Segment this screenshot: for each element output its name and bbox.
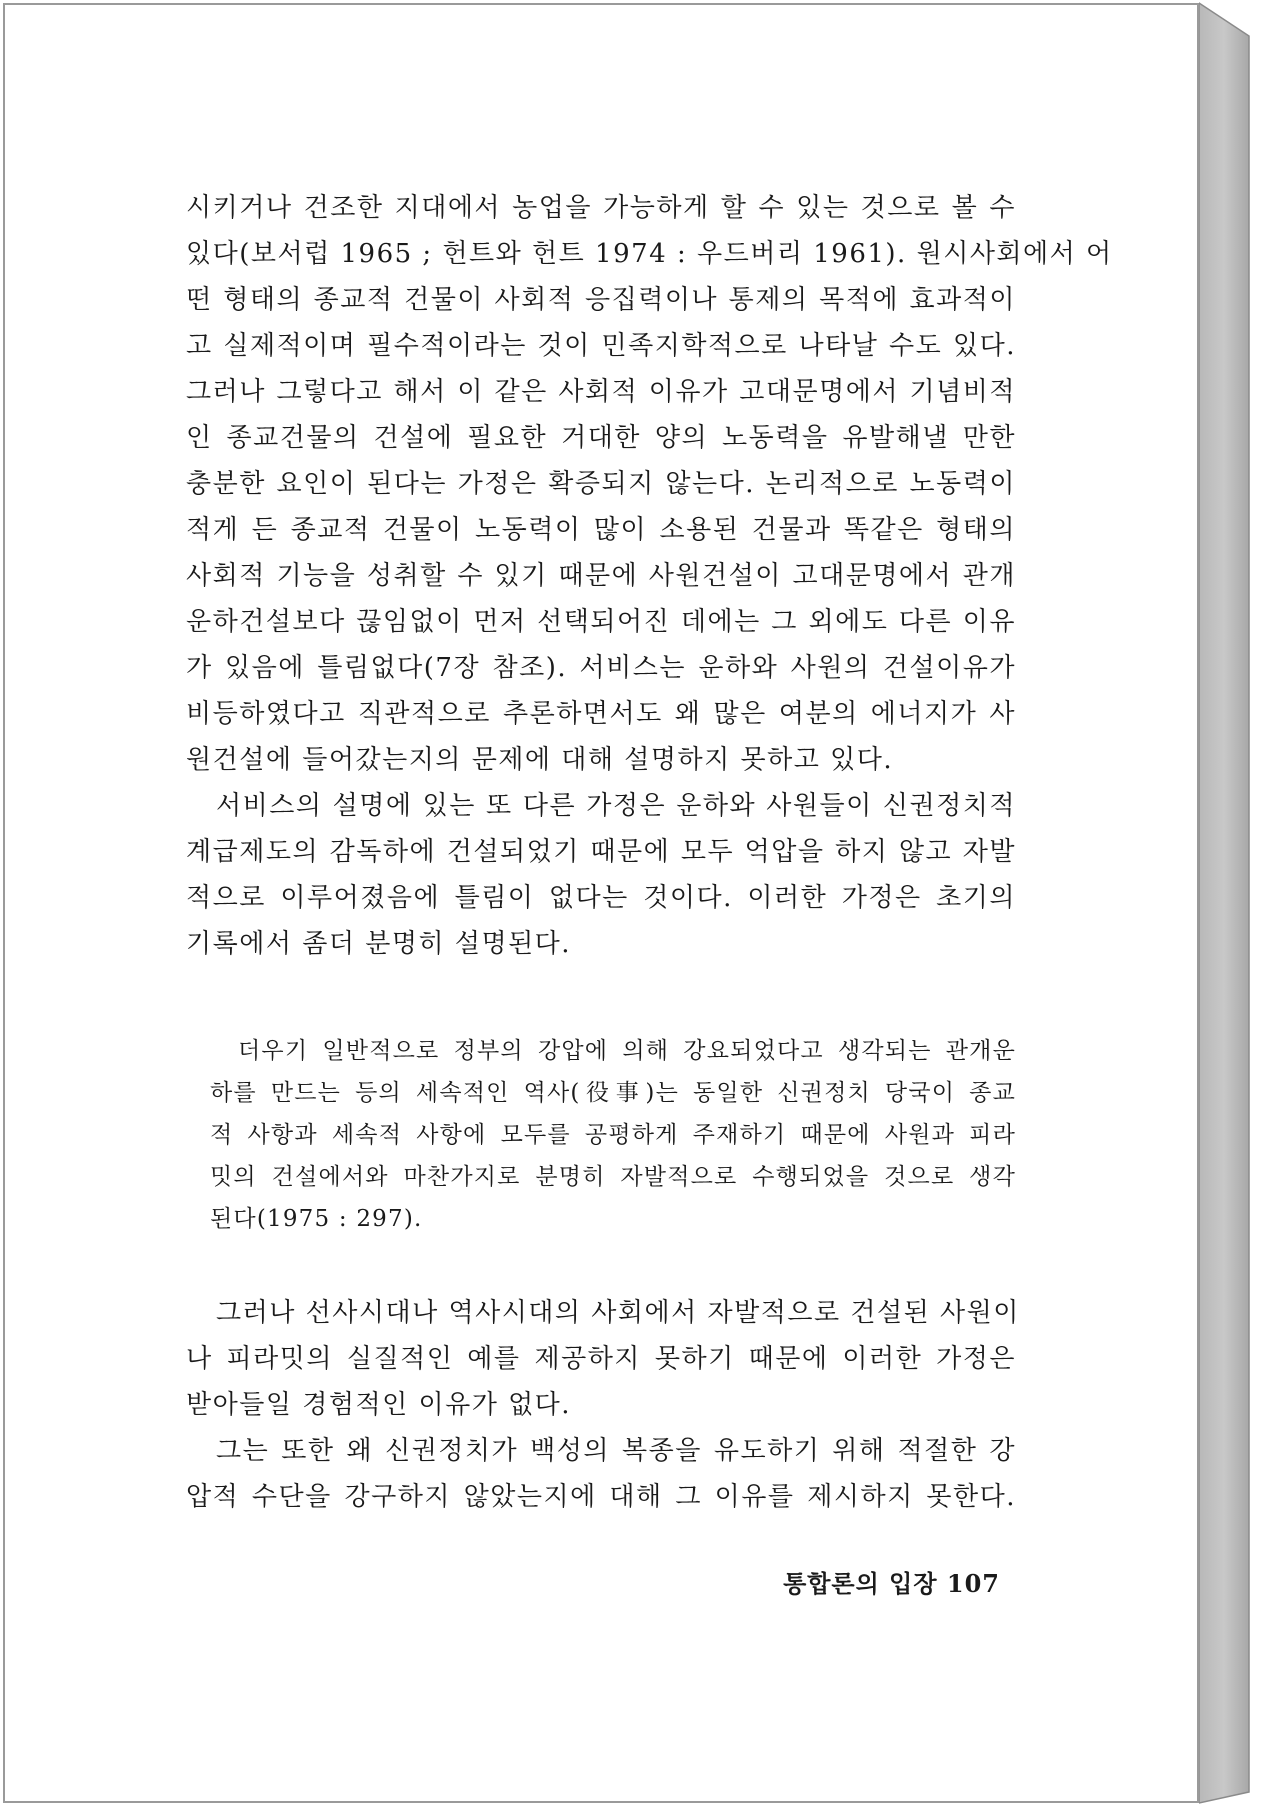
body-line: 있다(보서럽 1965 ; 헌트와 헌트 1974 : 우드버리 1961). 원시사회에서 어 <box>186 239 1113 269</box>
body-line: 운하건설보다 끊임없이 먼저 선택되어진 데에는 그 외에도 다른 이유 <box>186 607 1016 637</box>
page-footer <box>780 1564 1000 1599</box>
body-line: 계급제도의 감독하에 건설되었기 때문에 모두 억압을 하지 않고 자발 <box>186 837 1016 867</box>
body-line: 사회적 기능을 성취할 수 있기 때문에 사원건설이 고대문명에서 관개 <box>186 561 1016 591</box>
page-number: 107 <box>946 1569 1000 1598</box>
body-line: 기록에서 좀더 분명히 설명된다. <box>186 929 572 959</box>
quote-line: 더우기 일반적으로 정부의 강압에 의해 강요되었다고 생각되는 관개운 <box>238 1038 1016 1064</box>
quote-line: 하를 만드는 등의 세속적인 역사(役事)는 동일한 신권정치 당국이 종교 <box>210 1080 1016 1106</box>
quote-line: 된다(1975 : 297). <box>210 1206 423 1232</box>
body-line: 서비스의 설명에 있는 또 다른 가정은 운하와 사원들이 신권정치적 <box>216 791 1016 821</box>
body-line: 적게 든 종교적 건물이 노동력이 많이 소용된 건물과 똑같은 형태의 <box>186 515 1016 545</box>
body-line: 나 피라밋의 실질적인 예를 제공하지 못하기 때문에 이러한 가정은 <box>186 1344 1016 1374</box>
body-text-section-1 <box>186 185 1113 967</box>
body-line: 고 실제적이며 필수적이라는 것이 민족지학적으로 나타날 수도 있다. <box>186 331 1016 361</box>
body-line: 압적 수단을 강구하지 않았는지에 대해 그 이유를 제시하지 못한다. <box>186 1482 1016 1512</box>
body-line: 시키거나 건조한 지대에서 농업을 가능하게 할 수 있는 것으로 볼 수 <box>186 193 1016 223</box>
page-edge-shadow <box>1199 0 1273 1806</box>
quote-line: 밋의 건설에서와 마찬가지로 분명히 자발적으로 수행되었을 것으로 생각 <box>210 1164 1016 1190</box>
body-line: 충분한 요인이 된다는 가정은 확증되지 않는다. 논리적으로 노동력이 <box>186 469 1016 499</box>
running-head: 통합론의 입장 <box>783 1569 938 1598</box>
body-line: 그는 또한 왜 신권정치가 백성의 복종을 유도하기 위해 적절한 강 <box>216 1436 1016 1466</box>
body-line: 가 있음에 틀림없다(7장 참조). 서비스는 운하와 사원의 건설이유가 <box>186 653 1016 683</box>
body-line: 그러나 그렇다고 해서 이 같은 사회적 이유가 고대문명에서 기념비적 <box>186 377 1016 407</box>
body-line: 떤 형태의 종교적 건물이 사회적 응집력이나 통제의 목적에 효과적이 <box>186 285 1016 315</box>
block-quote <box>210 1030 1016 1240</box>
body-line: 원건설에 들어갔는지의 문제에 대해 설명하지 못하고 있다. <box>186 745 894 775</box>
body-line: 비등하였다고 직관적으로 추론하면서도 왜 많은 여분의 에너지가 사 <box>186 699 1016 729</box>
body-line: 그러나 선사시대나 역사시대의 사회에서 자발적으로 건설된 사원이 <box>216 1298 1020 1328</box>
body-text-section-2 <box>186 1290 1020 1520</box>
body-line: 인 종교건물의 건설에 필요한 거대한 양의 노동력을 유발해낼 만한 <box>186 423 1016 453</box>
quote-line: 적 사항과 세속적 사항에 모두를 공평하게 주재하기 때문에 사원과 피라 <box>210 1122 1016 1148</box>
body-line: 받아들일 경험적인 이유가 없다. <box>186 1390 572 1420</box>
body-line: 적으로 이루어졌음에 틀림이 없다는 것이다. 이러한 가정은 초기의 <box>186 883 1016 913</box>
